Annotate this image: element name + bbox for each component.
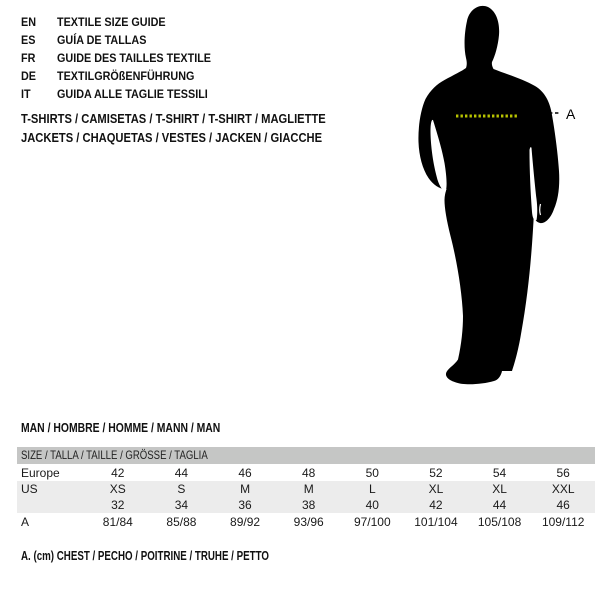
size-cell: 46 <box>556 498 570 512</box>
size-cell: 109/112 <box>541 514 585 529</box>
size-table-header-bar <box>17 447 595 464</box>
language-guide-title: GUIDE DES TAILLES TEXTILE <box>57 51 212 65</box>
size-cell: XXL <box>551 482 575 496</box>
table-row-europe <box>17 464 595 481</box>
language-guide-title: GUIDA ALLE TAGLIE TESSILI <box>57 87 208 101</box>
row-label: A <box>21 514 30 529</box>
size-cell: XL <box>428 482 444 496</box>
size-cell: 44 <box>492 498 507 512</box>
row-label: US <box>21 482 38 496</box>
size-cell: 93/96 <box>293 514 324 529</box>
size-cell: 44 <box>174 465 189 480</box>
size-cell: 56 <box>556 465 570 480</box>
man-silhouette <box>418 6 559 384</box>
size-cell: 85/88 <box>166 514 197 529</box>
size-table-header-label: SIZE / TALLA / TAILLE / GRÖSSE / TAGLIA <box>21 448 208 462</box>
section-title-man: MAN / HOMBRE / HOMME / MANN / MAN <box>21 420 221 435</box>
language-code: DE <box>21 69 37 83</box>
size-cell: XS <box>109 482 126 496</box>
language-guide-item <box>21 67 228 85</box>
size-cell: 105/108 <box>477 514 522 529</box>
language-guide-item <box>21 85 228 103</box>
language-guide-item <box>21 31 228 49</box>
language-code: IT <box>21 87 31 101</box>
size-cell: 42 <box>111 465 125 480</box>
language-guide-title: GUÍA DE TALLAS <box>57 33 147 47</box>
size-cell: XL <box>492 482 507 496</box>
size-cell: 54 <box>492 465 507 480</box>
language-guide-title: TEXTILE SIZE GUIDE <box>57 15 166 29</box>
language-guide-title: TEXTILGRÖßENFÜHRUNG <box>57 69 195 83</box>
size-cell: 32 <box>111 498 125 512</box>
size-cell: M <box>240 482 251 496</box>
size-cell: 38 <box>302 498 316 512</box>
size-cell: 52 <box>429 465 443 480</box>
category-line-jackets: JACKETS / CHAQUETAS / VESTES / JACKEN / GIACCHE <box>21 130 323 145</box>
measurement-footnote: A. (cm) CHEST / PECHO / POITRINE / TRUHE / PETTO <box>21 549 269 563</box>
table-row-us <box>17 481 595 497</box>
language-guide-item <box>21 49 228 67</box>
language-guide-list <box>21 13 228 103</box>
language-code: EN <box>21 15 37 29</box>
measure-label-a: A <box>566 106 576 122</box>
row-label: Europe <box>21 465 60 480</box>
table-row-uk <box>17 497 595 513</box>
size-cell: L <box>368 482 376 496</box>
size-cell: 101/104 <box>414 514 458 529</box>
language-code: FR <box>21 51 36 65</box>
size-cell: 46 <box>238 465 252 480</box>
size-cell: 97/100 <box>353 514 391 529</box>
category-line-tshirts: T-SHIRTS / CAMISETAS / T-SHIRT / T-SHIRT / MAGLIETTE <box>21 111 326 126</box>
size-cell: 81/84 <box>102 514 133 529</box>
size-cell: 34 <box>174 498 189 512</box>
size-cell: 36 <box>238 498 252 512</box>
language-code: ES <box>21 33 36 47</box>
garment-categories <box>21 109 375 147</box>
language-guide-item <box>21 13 228 31</box>
size-cell: S <box>177 482 186 496</box>
size-cell: 42 <box>429 498 443 512</box>
size-cell: 50 <box>365 465 379 480</box>
table-row-chest-a <box>17 513 595 530</box>
man-silhouette-figure <box>400 0 600 400</box>
size-cell: M <box>303 482 314 496</box>
size-cell: 48 <box>302 465 316 480</box>
size-cell: 40 <box>365 498 379 512</box>
size-table <box>17 447 595 530</box>
size-cell: 89/92 <box>230 514 261 529</box>
